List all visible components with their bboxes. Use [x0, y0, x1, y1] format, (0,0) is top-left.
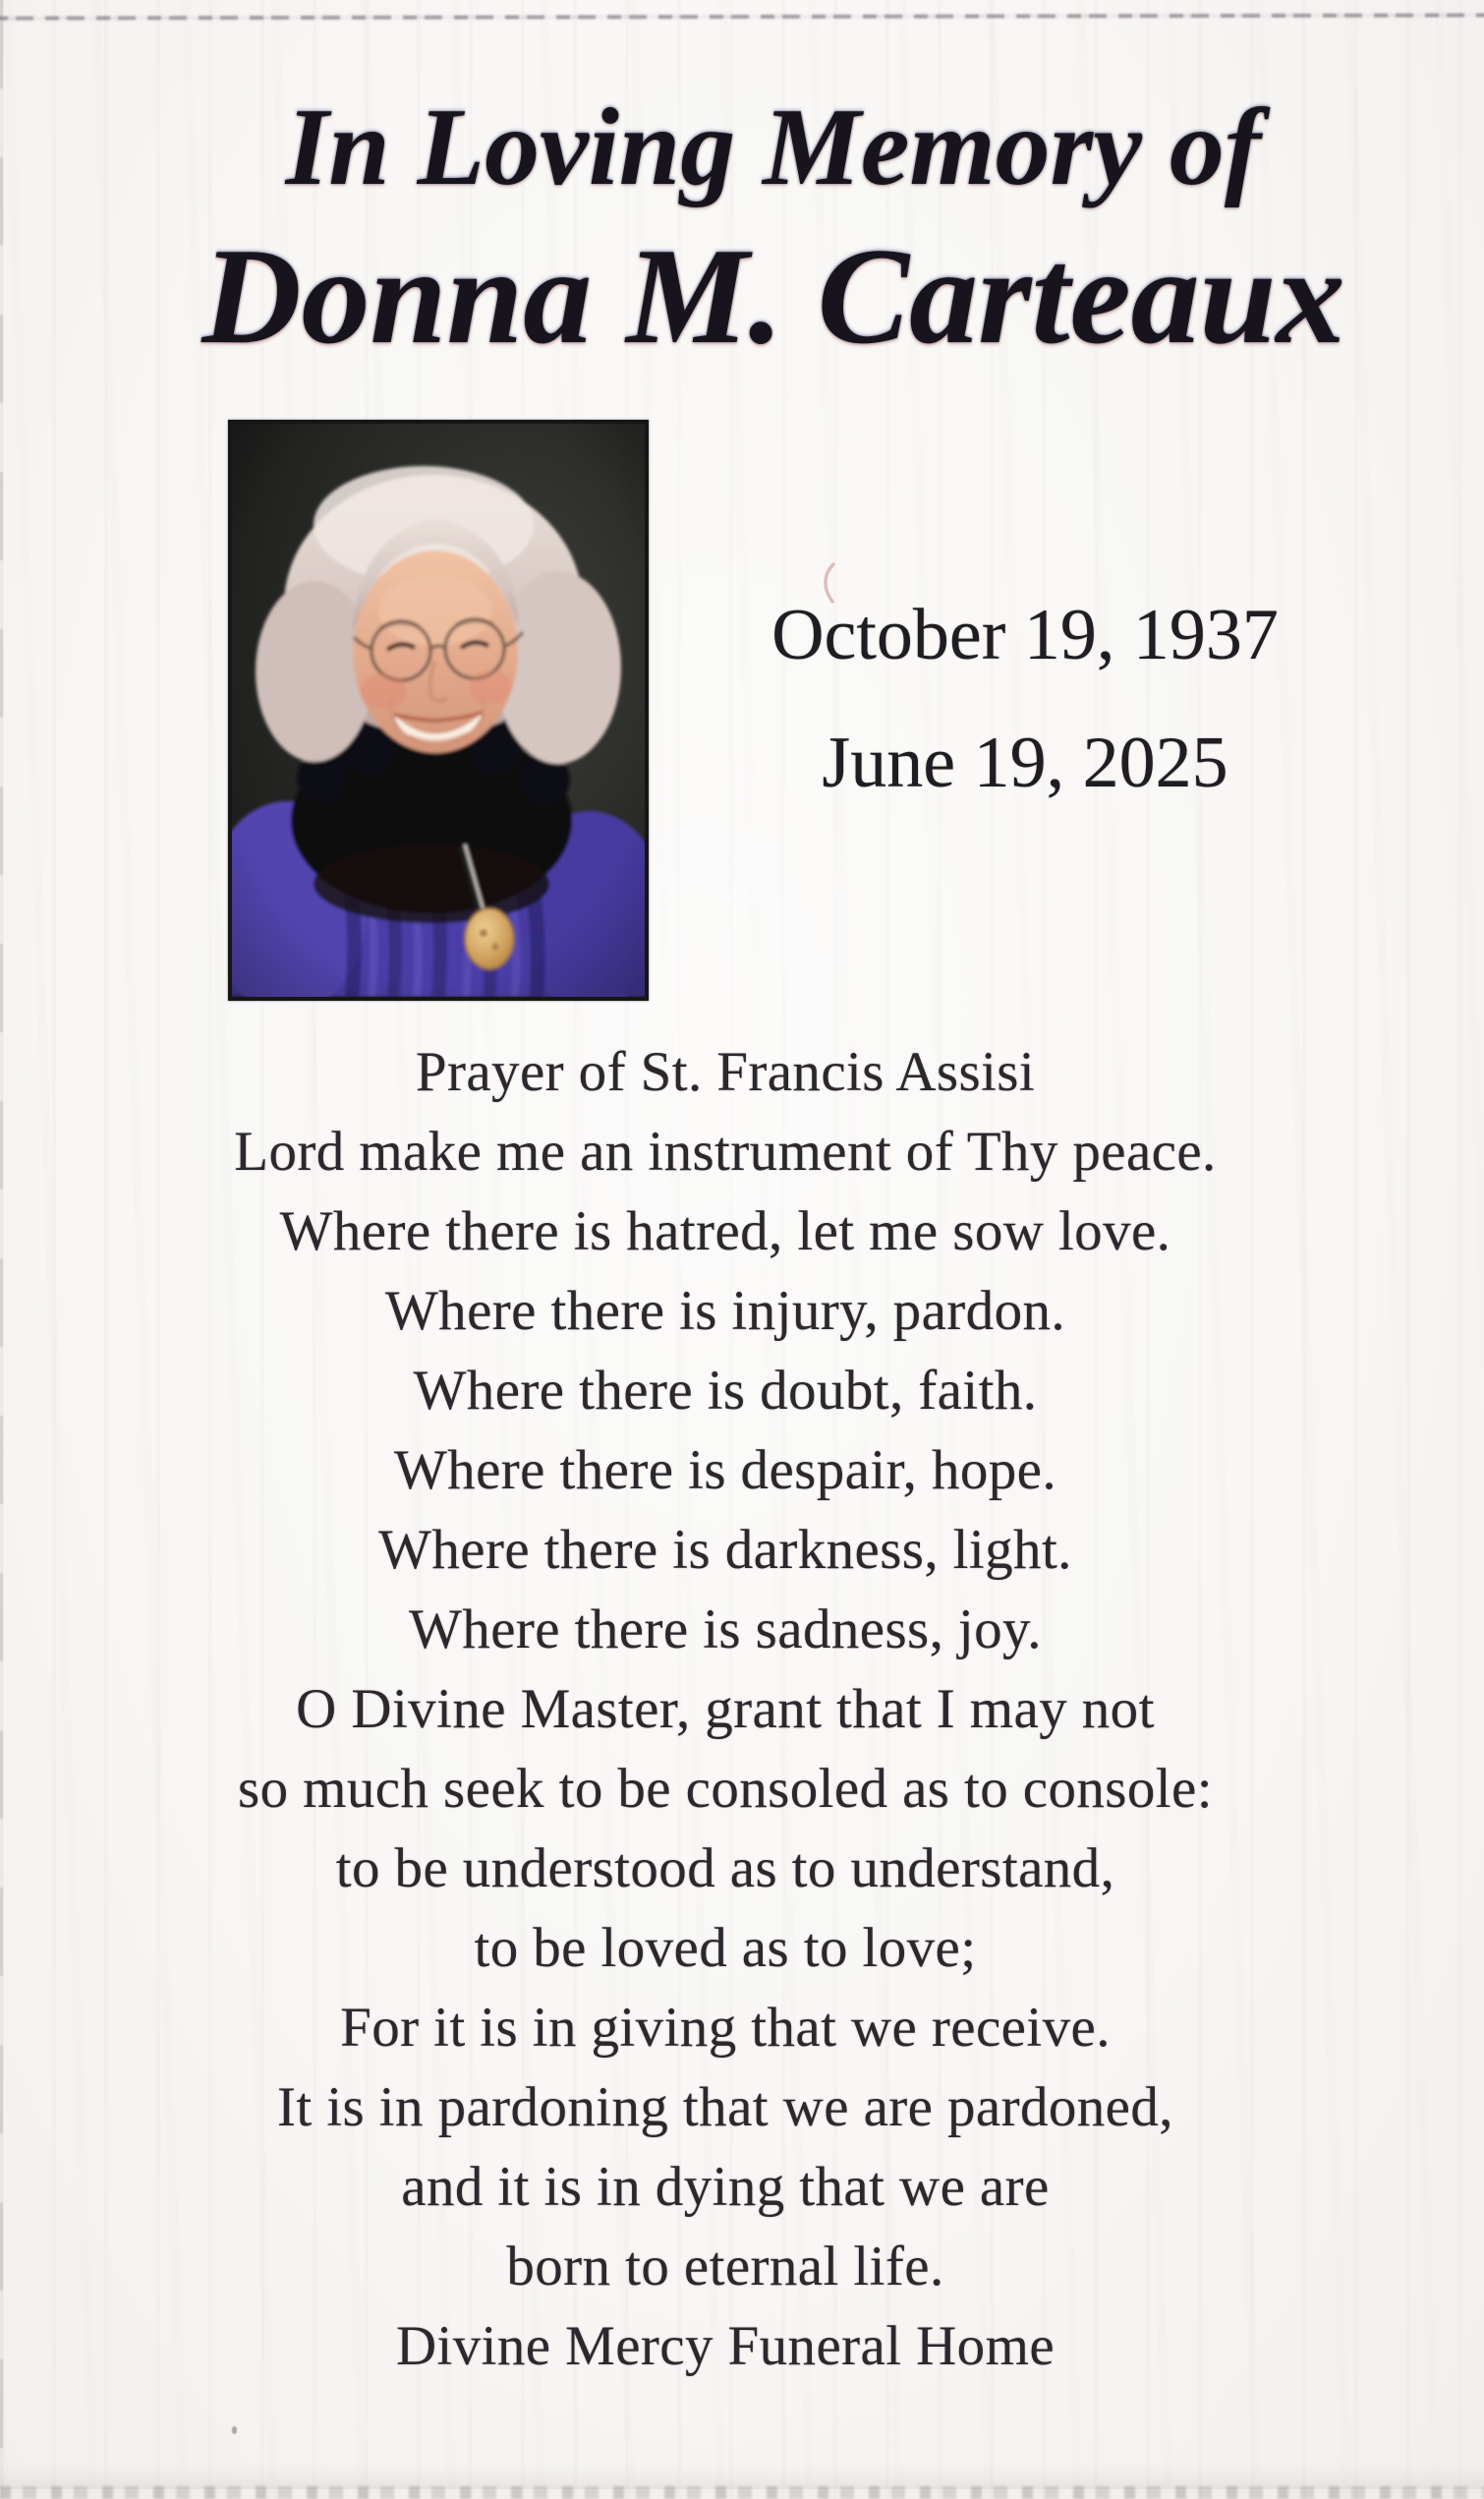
prayer-line: born to eternal life. — [506, 2236, 944, 2297]
prayer-line: Where there is darkness, light. — [378, 1519, 1072, 1581]
photo-vignette — [232, 424, 645, 997]
birth-date: October 19, 1937 — [771, 595, 1279, 675]
prayer-line: Where there is doubt, faith. — [413, 1360, 1038, 1422]
memory-title: In Loving Memory of — [285, 87, 1262, 208]
prayer-line: Where there is despair, hope. — [393, 1439, 1057, 1501]
funeral-home-name: Divine Mercy Funeral Home — [395, 2315, 1056, 2377]
prayer-line: Where there is sadness, joy. — [409, 1598, 1042, 1660]
prayer-line: to be loved as to love; — [474, 1917, 977, 1979]
deceased-name: Donna M. Carteaux — [201, 220, 1345, 373]
scan-artifact-bottom-band — [0, 2486, 1484, 2499]
prayer-line: Where there is injury, pardon. — [384, 1280, 1066, 1342]
scan-artifact-top-line — [0, 13, 1484, 20]
prayer-line: For it is in giving that we receive. — [340, 1997, 1111, 2059]
prayer-title: Prayer of St. Francis Assisi — [415, 1041, 1036, 1103]
prayer-block — [0, 1032, 1451, 2386]
scan-artifact-speck — [232, 2426, 237, 2434]
death-date: June 19, 2025 — [822, 723, 1228, 803]
prayer-line: Where there is hatred, let me sow love. — [279, 1200, 1171, 1262]
prayer-line: Lord make me an instrument of Thy peace. — [234, 1121, 1217, 1183]
prayer-line: It is in pardoning that we are pardoned, — [277, 2076, 1173, 2138]
prayer-line: and it is in dying that we are — [401, 2156, 1050, 2218]
prayer-line: O Divine Master, grant that I may not — [296, 1678, 1155, 1740]
prayer-line: so much seek to be consoled as to console: — [238, 1758, 1213, 1820]
life-dates — [730, 595, 1320, 803]
prayer-line: to be understood as to understand, — [335, 1837, 1115, 1899]
portrait-photo — [228, 420, 649, 1001]
